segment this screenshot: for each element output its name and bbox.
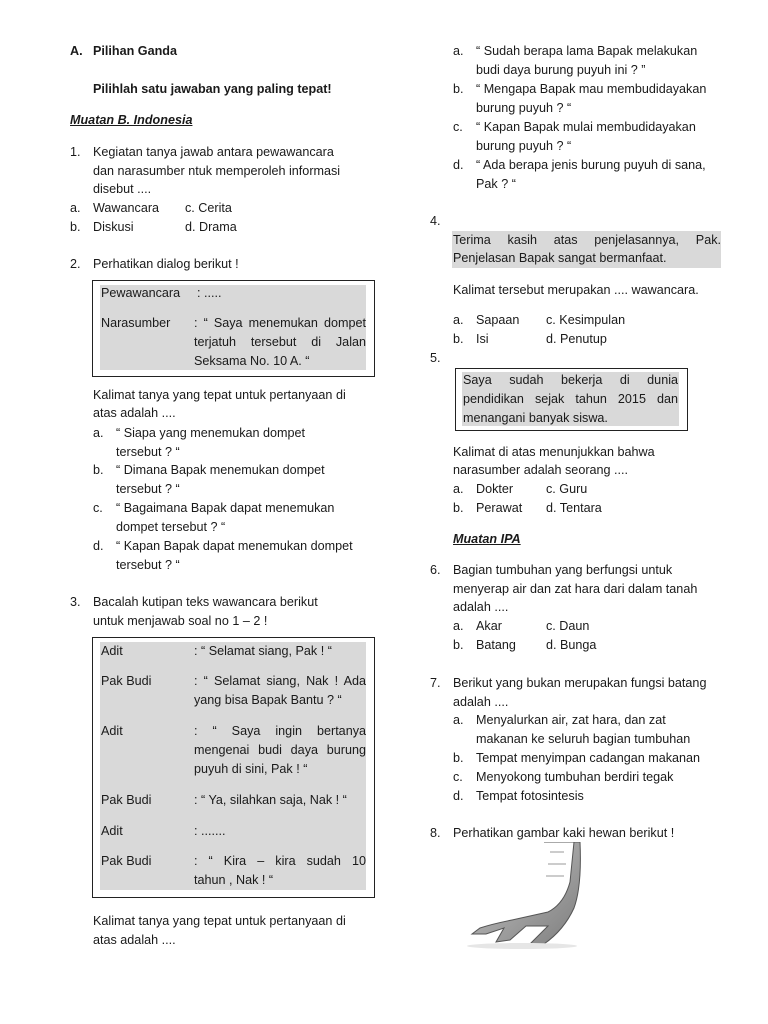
dialog-speaker: Adit <box>101 644 123 658</box>
question-number: 6. <box>430 563 441 577</box>
question-stem: Perhatikan gambar kaki hewan berikut ! <box>453 826 675 840</box>
dialog-line: : ..... <box>197 286 222 300</box>
subject-heading: Muatan B. Indonesia <box>70 113 193 127</box>
quote-line: menangani banyak siswa. <box>463 411 608 425</box>
dialog-speaker: Adit <box>101 724 123 738</box>
question-stem: Perhatikan dialog berikut ! <box>93 257 239 271</box>
question-stem: Bacalah kutipan teks wawancara berikut <box>93 595 318 609</box>
option-letter: d. <box>453 789 464 803</box>
dialog-line: : “ Selamat siang, Pak ! “ <box>194 644 332 658</box>
option-letter: b. <box>453 82 464 96</box>
question-number: 7. <box>430 676 441 690</box>
dialog-line: Seksama No. 10 A. “ <box>194 354 310 368</box>
dialog-line: : “ Selamat siang, Nak ! Ada <box>194 674 366 688</box>
question-number: 2. <box>70 257 81 271</box>
section-letter: A. <box>70 44 83 58</box>
question-stem: disebut .... <box>93 182 152 196</box>
option-text: dompet tersebut ? “ <box>116 520 226 534</box>
option-text: c. Daun <box>546 619 590 633</box>
question-stem: dan narasumber ntuk memperoleh informasi <box>93 164 341 178</box>
dialog-line: : “ Kira – kira sudah 10 <box>194 854 366 868</box>
question-number: 3. <box>70 595 81 609</box>
dialog-line: terjatuh tersebut di Jalan <box>194 335 366 349</box>
dialog-speaker: Pak Budi <box>101 674 152 688</box>
option-letter: b. <box>453 501 464 515</box>
subject-heading: Muatan IPA <box>453 532 521 546</box>
option-letter: b. <box>453 638 464 652</box>
dialog-line: yang bisa Bapak Bantu ? “ <box>194 693 342 707</box>
question-number: 1. <box>70 145 81 159</box>
option-text: c. Cerita <box>185 201 232 215</box>
option-text: “ Kapan Bapak dapat menemukan dompet <box>116 539 353 553</box>
option-letter: a. <box>453 713 464 727</box>
option-letter: a. <box>70 201 81 215</box>
question-stem: untuk menjawab soal no 1 – 2 ! <box>93 614 268 628</box>
option-text: Perawat <box>476 501 523 515</box>
question-stem: Bagian tumbuhan yang berfungsi untuk <box>453 563 673 577</box>
quote-line: Terima kasih atas penjelasannya, Pak. <box>453 233 721 247</box>
question-text: Kalimat tanya yang tepat untuk pertanyaan di <box>93 388 346 402</box>
option-text: Wawancara <box>93 201 160 215</box>
option-text: “ Ada berapa jenis burung puyuh di sana, <box>476 158 706 172</box>
quote-line: pendidikan sejak tahun 2015 dan <box>463 392 678 406</box>
option-text: c. Kesimpulan <box>546 313 626 327</box>
instruction: Pilihlah satu jawaban yang paling tepat! <box>93 82 332 96</box>
question-number: 5. <box>430 351 441 365</box>
question-text: Kalimat di atas menunjukkan bahwa <box>453 445 655 459</box>
option-text: c. Guru <box>546 482 588 496</box>
dialog-line: mengenai budi daya burung <box>194 743 366 757</box>
option-text: d. Drama <box>185 220 237 234</box>
option-text: Batang <box>476 638 516 652</box>
option-text: “ Mengapa Bapak mau membudidayakan <box>476 82 707 96</box>
dialog-speaker: Narasumber <box>101 316 171 330</box>
option-letter: a. <box>93 426 104 440</box>
dialog-speaker: Pak Budi <box>101 793 152 807</box>
question-text: atas adalah .... <box>93 406 176 420</box>
option-letter: d. <box>453 158 464 172</box>
option-letter: c. <box>453 770 463 784</box>
dialog-line: : “ Saya menemukan dompet <box>194 316 366 330</box>
option-letter: c. <box>453 120 463 134</box>
quote-line: Penjelasan Bapak sangat bermanfaat. <box>453 251 667 265</box>
option-text: d. Bunga <box>546 638 597 652</box>
option-text: burung puyuh ? “ <box>476 101 572 115</box>
option-text: Menyokong tumbuhan berdiri tegak <box>476 770 674 784</box>
dialog-line: : “ Ya, silahkan saja, Nak ! “ <box>194 793 347 807</box>
option-text: Isi <box>476 332 489 346</box>
option-letter: c. <box>93 501 103 515</box>
question-text: Kalimat tersebut merupakan .... wawancara. <box>453 283 699 297</box>
option-text: d. Tentara <box>546 501 602 515</box>
dialog-speaker: Pak Budi <box>101 854 152 868</box>
question-stem: Kegiatan tanya jawab antara pewawancara <box>93 145 334 159</box>
dialog-line: : “ Saya ingin bertanya <box>194 724 366 738</box>
option-letter: a. <box>453 313 464 327</box>
option-text: Pak ? “ <box>476 177 516 191</box>
option-text: “ Dimana Bapak menemukan dompet <box>116 463 325 477</box>
dialog-line: : ....... <box>194 824 226 838</box>
question-stem: menyerap air dan zat hara dari dalam tanah <box>453 582 698 596</box>
question-number: 8. <box>430 826 441 840</box>
option-text: tersebut ? “ <box>116 558 180 572</box>
dialog-line: puyuh di sini, Pak ! “ <box>194 762 308 776</box>
option-text: burung puyuh ? “ <box>476 139 572 153</box>
option-text: “ Bagaimana Bapak dapat menemukan <box>116 501 335 515</box>
option-text: makanan ke seluruh bagian tumbuhan <box>476 732 691 746</box>
section-title: Pilihan Ganda <box>93 44 177 58</box>
option-text: Tempat fotosintesis <box>476 789 584 803</box>
option-text: “ Sudah berapa lama Bapak melakukan <box>476 44 698 58</box>
dialog-speaker: Pewawancara <box>101 286 181 300</box>
quote-line: Saya sudah bekerja di dunia <box>463 373 678 387</box>
option-letter: d. <box>93 539 104 553</box>
question-stem: Berikut yang bukan merupakan fungsi batang <box>453 676 707 690</box>
option-letter: b. <box>93 463 104 477</box>
dialog-line: tahun , Nak ! “ <box>194 873 274 887</box>
option-letter: b. <box>70 220 81 234</box>
option-text: “ Siapa yang menemukan dompet <box>116 426 306 440</box>
option-letter: a. <box>453 44 464 58</box>
option-text: budi daya burung puyuh ini ? ” <box>476 63 646 77</box>
duck-foot-image <box>452 842 592 950</box>
question-text: atas adalah .... <box>93 933 176 947</box>
option-text: Dokter <box>476 482 514 496</box>
question-stem: adalah .... <box>453 600 509 614</box>
option-text: tersebut ? “ <box>116 482 180 496</box>
option-text: Sapaan <box>476 313 520 327</box>
option-text: “ Kapan Bapak mulai membudidayakan <box>476 120 696 134</box>
question-stem: adalah .... <box>453 695 509 709</box>
question-text: narasumber adalah seorang .... <box>453 463 629 477</box>
option-letter: b. <box>453 751 464 765</box>
question-text: Kalimat tanya yang tepat untuk pertanyaan di <box>93 914 346 928</box>
option-text: Menyalurkan air, zat hara, dan zat <box>476 713 666 727</box>
option-text: Akar <box>476 619 502 633</box>
option-letter: a. <box>453 619 464 633</box>
option-text: Tempat menyimpan cadangan makanan <box>476 751 701 765</box>
question-number: 4. <box>430 214 441 228</box>
option-letter: b. <box>453 332 464 346</box>
option-text: d. Penutup <box>546 332 607 346</box>
option-text: tersebut ? “ <box>116 445 180 459</box>
option-letter: a. <box>453 482 464 496</box>
option-text: Diskusi <box>93 220 134 234</box>
dialog-speaker: Adit <box>101 824 123 838</box>
